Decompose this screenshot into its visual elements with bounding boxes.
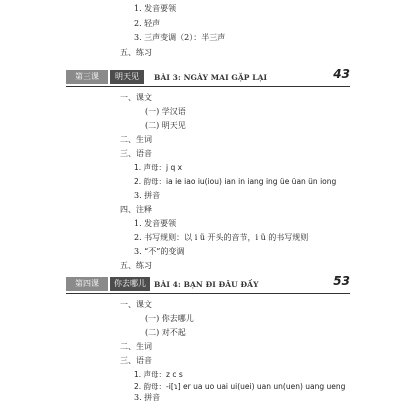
lesson-3-page-number: 43 [333,67,350,81]
lesson-3-vocab: 二、生词 [120,135,152,144]
toc-item-pronunciation: 1. 发音要领 [134,4,177,13]
lesson-4-title-vn: BÀI 4: BẠN ĐI ĐÂU ĐẤY [154,280,259,289]
lesson-3-text-heading: 一、课文 [120,93,152,102]
lesson-4-header [66,275,350,294]
lesson-4-page-number: 53 [333,274,350,288]
lesson-3-number: 第三课 [66,70,108,84]
lesson-3-notes: 四、注释 [120,205,152,214]
lesson-3-exercise: 五、练习 [120,261,152,270]
lesson-3-finals: 2. 韵母：ia ie iao iu(iou) ian in iang ing üe üan ün iong [134,177,337,186]
lesson-4-text-heading: 一、课文 [120,300,152,309]
lesson-3-initials: 1. 声母：j q x [134,163,183,172]
lesson-3-notes-3: 3. “不”的变调 [134,247,185,256]
lesson-3-notes-1: 1. 发音要领 [134,219,177,228]
toc-item-tone-change: 3. 三声变调（2）：半三声 [134,33,226,42]
lesson-4-title-cn: 你去哪儿 [110,277,150,291]
lesson-4-phonetics: 三、语音 [120,356,152,365]
lesson-3-text-2: (二) 明天见 [145,121,186,130]
lesson-4-vocab: 二、生词 [120,342,152,351]
lesson-3-header [66,68,350,87]
lesson-4-initials: 1. 声母：z c s [134,370,183,379]
toc-item-neutral-tone: 2. 轻声 [134,19,161,28]
lesson-4-text-1: (一) 你去哪儿 [145,314,194,323]
lesson-3-phonetics: 三、语音 [120,149,152,158]
lesson-3-text-1: (一) 学汉语 [145,107,186,116]
lesson-3-notes-2: 2. 书写规则：以 i ü 开头的音节，i ü 的书写规则 [134,233,309,242]
lesson-4-number: 第四课 [66,277,108,291]
lesson-3-title-cn: 明天见 [110,70,144,84]
toc-section-exercise: 五、练习 [120,48,152,57]
lesson-3-title-vn: BÀI 3: NGÀY MAI GẶP LẠI [154,73,268,82]
lesson-4-finals: 2. 韵母：-i[ɿ] er ua uo uai ui(uei) uan un(uen) uang ueng [134,382,346,391]
lesson-4-pinyin: 3. 拼音 [134,393,161,402]
lesson-4-text-2: (二) 对不起 [145,328,186,337]
lesson-3-pinyin: 3. 拼音 [134,191,161,200]
